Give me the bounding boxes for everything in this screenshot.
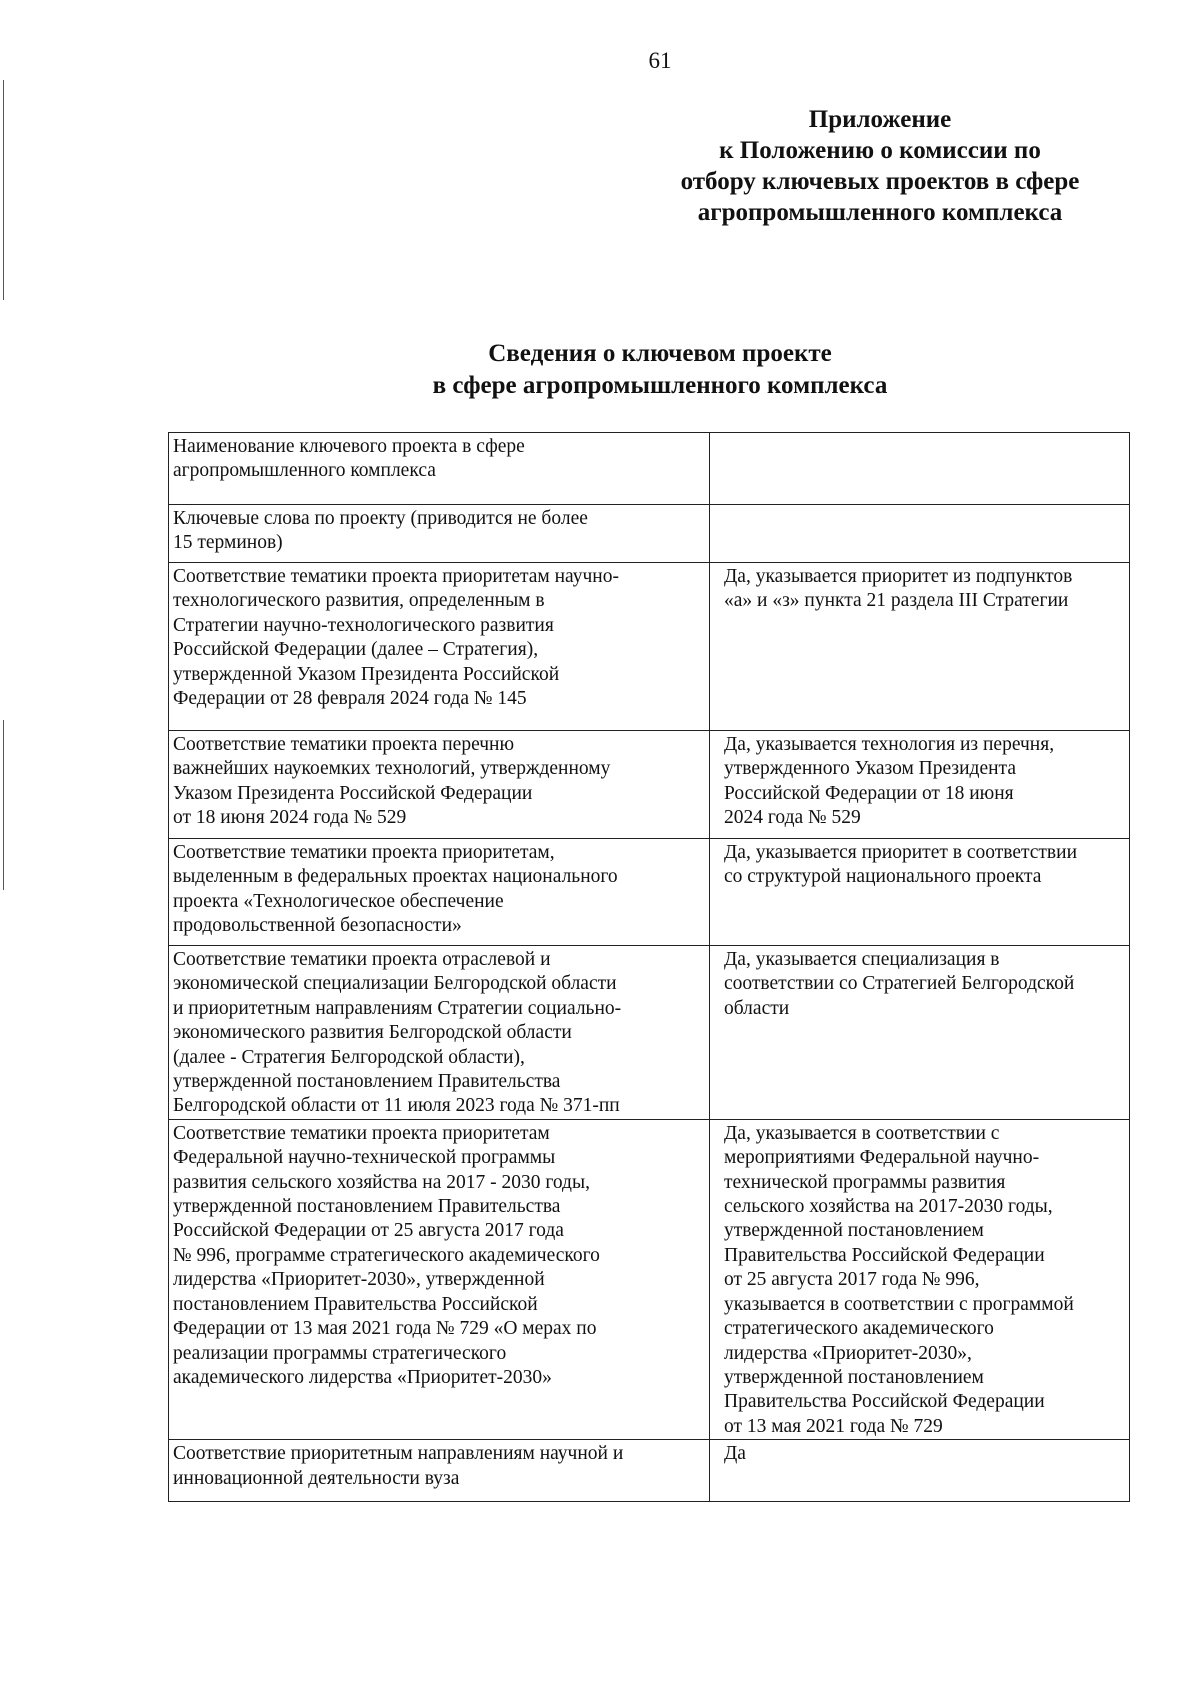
value-cell <box>710 1440 1130 1502</box>
cell-line: Федеральной научно-технической программы <box>173 1147 556 1169</box>
cell-line: (далее - Стратегия Белгородской области), <box>173 1046 525 1068</box>
value-cell <box>710 731 1130 839</box>
value-cell <box>710 946 1130 1120</box>
cell-line: Российской Федерации от 18 июня <box>724 782 1014 804</box>
criterion-cell <box>169 433 710 505</box>
cell-line: Российской Федерации от 25 августа 2017 года <box>173 1220 564 1242</box>
criterion-cell <box>169 946 710 1120</box>
value-cell <box>710 505 1130 563</box>
cell-line: от 13 мая 2021 года № 729 <box>724 1415 943 1437</box>
table-row <box>169 946 1130 1120</box>
cell-line: утвержденной постановлением Правительства <box>173 1196 561 1218</box>
scan-edge-line <box>3 720 4 890</box>
cell-line: Да, указывается в соответствии с <box>724 1122 1000 1144</box>
criterion-cell <box>169 839 710 946</box>
table-row <box>169 433 1130 505</box>
cell-line: утвержденной постановлением <box>724 1220 984 1242</box>
criterion-cell <box>169 505 710 563</box>
value-cell <box>710 1119 1130 1439</box>
cell-line: Стратегии научно-технологического развития <box>173 614 554 636</box>
cell-line: важнейших наукоемких технологий, утвержденному <box>173 758 611 780</box>
cell-line: утвержденной Указом Президента Российской <box>173 663 560 685</box>
cell-line: указывается в соответствии с программой <box>724 1293 1074 1315</box>
cell-line: продовольственной безопасности» <box>173 915 462 937</box>
table-row <box>169 1440 1130 1502</box>
cell-line: области <box>724 997 790 1019</box>
cell-line: утвержденного Указом Президента <box>724 758 1016 780</box>
cell-line: Соответствие тематики проекта перечню <box>173 734 515 755</box>
table-row <box>169 563 1130 731</box>
cell-line: сельского хозяйства на 2017-2030 годы, <box>724 1196 1053 1218</box>
value-cell <box>710 563 1130 731</box>
cell-line: проекта «Технологическое обеспечение <box>173 890 504 912</box>
value-cell <box>710 839 1130 946</box>
cell-line: Соответствие тематики проекта отраслевой и <box>173 949 551 970</box>
cell-line: выделенным в федеральных проектах национального <box>173 866 618 888</box>
project-info-table <box>168 432 1130 1502</box>
criterion-cell <box>169 731 710 839</box>
cell-line: Да, указывается приоритет из подпунктов <box>724 566 1073 587</box>
cell-line: постановлением Правительства Российской <box>173 1293 538 1315</box>
value-cell <box>710 433 1130 505</box>
criterion-cell <box>169 1119 710 1439</box>
cell-line: академического лидерства «Приоритет-2030» <box>173 1366 552 1388</box>
cell-line: от 25 августа 2017 года № 996, <box>724 1269 980 1291</box>
appendix-line: отбору ключевых проектов в сфере <box>680 168 1080 195</box>
table-row <box>169 1119 1130 1439</box>
cell-line: 15 терминов) <box>173 532 283 554</box>
cell-line: технической программы развития <box>724 1171 1006 1193</box>
cell-line: № 996, программе стратегического академического <box>173 1244 600 1266</box>
cell-line: утвержденной постановлением <box>724 1366 984 1388</box>
scan-edge-line <box>3 80 4 300</box>
cell-line: лидерства «Приоритет-2030», <box>724 1342 972 1364</box>
cell-line: Российской Федерации (далее – Стратегия), <box>173 639 539 661</box>
appendix-header <box>640 104 1120 228</box>
appendix-line: агропромышленного комплекса <box>697 199 1063 226</box>
cell-line: лидерства «Приоритет-2030», утвержденной <box>173 1269 545 1291</box>
title-line: Сведения о ключевом проекте <box>488 340 832 367</box>
cell-line: Указом Президента Российской Федерации <box>173 782 533 804</box>
cell-line: Соответствие тематики проекта приоритетам научно- <box>173 566 619 587</box>
cell-line: экономического развития Белгородской области <box>173 1022 572 1044</box>
cell-line: Да, указывается технология из перечня, <box>724 734 1055 755</box>
cell-line: Соответствие приоритетным направлениям научной и <box>173 1443 624 1465</box>
appendix-line: Приложение <box>808 106 952 133</box>
cell-line: соответствии со Стратегией Белгородской <box>724 973 1075 995</box>
cell-line: экономической специализации Белгородской области <box>173 973 617 995</box>
document-title <box>0 338 1200 402</box>
cell-line: Ключевые слова по проекту (приводится не более <box>173 508 588 529</box>
cell-line: Да <box>724 1443 746 1465</box>
cell-line: стратегического академического <box>724 1318 994 1340</box>
cell-line: Правительства Российской Федерации <box>724 1391 1045 1413</box>
table-row <box>169 505 1130 563</box>
cell-line: от 18 июня 2024 года № 529 <box>173 807 407 829</box>
criterion-cell <box>169 1440 710 1502</box>
appendix-line: к Положению о комиссии по <box>719 137 1041 164</box>
cell-line: мероприятиями Федеральной научно- <box>724 1147 1040 1169</box>
cell-line: и приоритетным направлениям Стратегии социально- <box>173 997 622 1019</box>
cell-line: агропромышленного комплекса <box>173 460 436 482</box>
cell-line: реализации программы стратегического <box>173 1342 507 1364</box>
table-row <box>169 731 1130 839</box>
cell-line: 2024 года № 529 <box>724 807 861 829</box>
cell-line: Соответствие тематики проекта приоритетам, <box>173 842 555 863</box>
cell-line: утвержденной постановлением Правительства <box>173 1071 561 1093</box>
cell-line: Да, указывается приоритет в соответствии <box>724 842 1078 863</box>
cell-line: Правительства Российской Федерации <box>724 1244 1045 1266</box>
cell-line: «а» и «з» пункта 21 раздела III Стратегии <box>724 590 1069 612</box>
cell-line: Федерации от 13 мая 2021 года № 729 «О мерах по <box>173 1318 597 1340</box>
criterion-cell <box>169 563 710 731</box>
cell-line: со структурой национального проекта <box>724 866 1042 888</box>
cell-line: Да, указывается специализация в <box>724 949 1000 970</box>
cell-line: технологического развития, определенным в <box>173 590 545 612</box>
cell-line: Белгородской области от 11 июля 2023 года № 371-пп <box>173 1095 620 1117</box>
cell-line: Наименование ключевого проекта в сфере <box>173 436 525 457</box>
cell-line: развития сельского хозяйства на 2017 - 2030 годы, <box>173 1171 590 1193</box>
page-number: 61 <box>648 48 672 73</box>
table-row <box>169 839 1130 946</box>
title-line: в сфере агропромышленного комплекса <box>432 372 888 399</box>
cell-line: инновационной деятельности вуза <box>173 1467 460 1489</box>
cell-line: Федерации от 28 февраля 2024 года № 145 <box>173 688 527 710</box>
cell-line: Соответствие тематики проекта приоритетам <box>173 1122 550 1144</box>
